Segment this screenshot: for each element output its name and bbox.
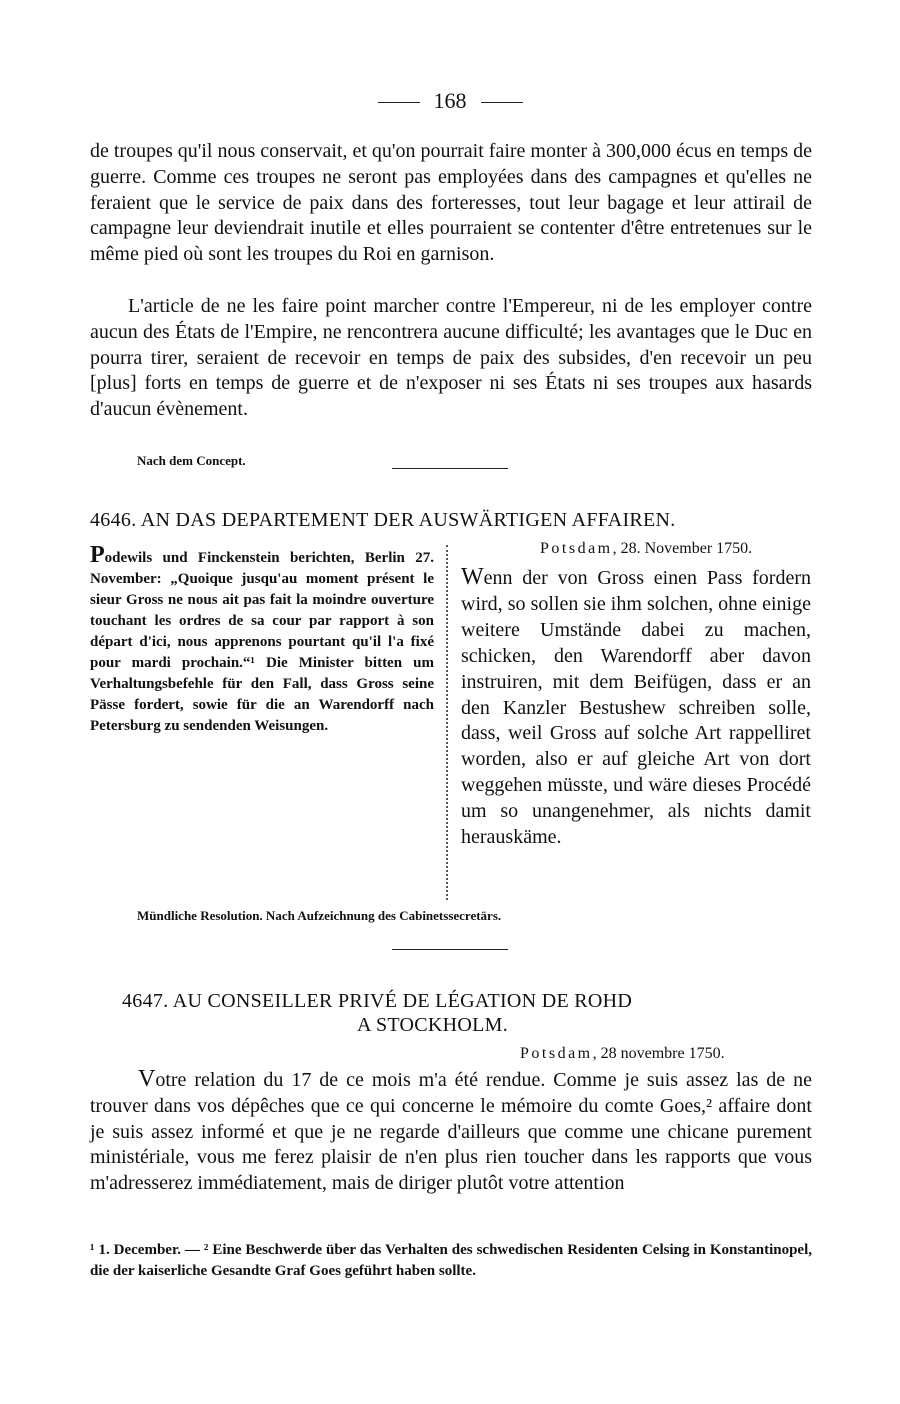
- page-number: [0, 88, 900, 114]
- letter-4646-body: [461, 565, 811, 851]
- page-number-dash-left: [378, 102, 420, 103]
- letter-4646-summary: [90, 542, 434, 737]
- summary-initial: P: [90, 542, 105, 568]
- body-text: otre relation du 17 de ce mois m'a été rendue. Comme je suis assez las de ne trouver dans vos dépêches que ce qui concerne le mémoire du comte Goes,² affaire dont je suis assez informé et que je ne regarde d'ailleurs que comme une chicane purement ministériale, vous me ferez plaisir de n'en plus rien toucher dans les rapports que vous m'adresserez immédiatement, mais de diriger plutôt votre attention: [90, 1069, 812, 1195]
- body-initial: V: [138, 1066, 156, 1092]
- source-note-concept: Nach dem Concept.: [137, 453, 246, 468]
- section-divider: [392, 949, 508, 950]
- dateline-date: , 28. November 1750.: [612, 540, 753, 557]
- letter-4647-heading-line1: 4647. AU CONSEILLER PRIVÉ DE LÉGATION DE ROHD: [122, 990, 633, 1012]
- body-initial: W: [461, 564, 484, 590]
- page-number-dash-right: [481, 102, 523, 103]
- letter-4646-dateline: [540, 540, 752, 558]
- letter-4646-heading: 4646. AN DAS DEPARTEMENT DER AUSWÄRTIGEN AFFAIREN.: [90, 509, 676, 531]
- letter-4647-body: [90, 1067, 812, 1197]
- letter-4647-heading-line2: A STOCKHOLM.: [357, 1014, 509, 1036]
- column-separator: [446, 545, 448, 900]
- opening-paragraph-1: de troupes qu'il nous conservait, et qu'on pourrait faire monter à 300,000 écus en temps de guerre. Comme ces troupes ne seront pas employées dans des campagnes et qu'elles ne feraient que le service de paix dans des forteresses, tout leur bagage et leur attirail de campagne leur deviendrait inutile et elles pourraient se contenter d'être entretenues sur le même pied où sont les troupes du Roi en garnison.: [90, 140, 813, 266]
- page-number-text: 168: [433, 88, 467, 113]
- summary-text: odewils und Finckenstein berichten, Berlin 27. November: „Quoique jusqu'au moment présent le sieur Gross ne nous ait pas fait la moindre ouverture touchant les ordres de sa cour par rapport à son départ d'ici, nous apprenons pourtant qu'il l'a fixé pour mardi prochain.“¹ Die Minister bitten um Verhaltungsbefehle für den Fall, dass Gross seine Pässe fordert, sowie für die an Warendorff nach Petersburg zu sendenden Weisungen.: [90, 550, 434, 734]
- dateline-place: Potsdam: [520, 1045, 593, 1062]
- opening-paragraph-2: L'article de ne les faire point marcher contre l'Empereur, ni de les employer contre aucun des États de l'Empire, ne rencontrera aucune difficulté; les avantages que le Duc en pourra tirer, seraient de recevoir en temps de paix des subsides, d'en recevoir un peu [plus] forts en temps de guerre et de n'exposer ni ses États ni ses troupes aux hasards d'aucun évènement.: [90, 295, 812, 421]
- body-text: enn der von Gross einen Pass fordern wird, so sollen sie ihm solchen, ohne einige weitere Umstände dabei zu machen, schicken, den Warendorff aber davon instruiren, mit dem Beifügen, dass er an den Kanzler Bestushew schreiben solle, dass, weil Gross auf solche Art rappelliret worden, also er auf gleiche Art von dort weggehen müsste, und wäre dieses Procédé um so unangenehmer, als nichts damit herauskäme.: [461, 567, 811, 849]
- dateline-place: Potsdam: [540, 540, 613, 557]
- letter-4647-dateline: [520, 1045, 725, 1063]
- footnotes: ¹ 1. December. — ² Eine Beschwerde über das Verhalten des schwedischen Residenten Celsing in Konstantinopel, die der kaiserliche Gesandte Graf Goes geführt haben sollte.: [90, 1242, 812, 1279]
- section-divider: [392, 468, 508, 469]
- dateline-date: , 28 novembre 1750.: [592, 1045, 725, 1062]
- source-note-resolution: Mündliche Resolution. Nach Aufzeichnung des Cabinetssecretärs.: [137, 908, 502, 923]
